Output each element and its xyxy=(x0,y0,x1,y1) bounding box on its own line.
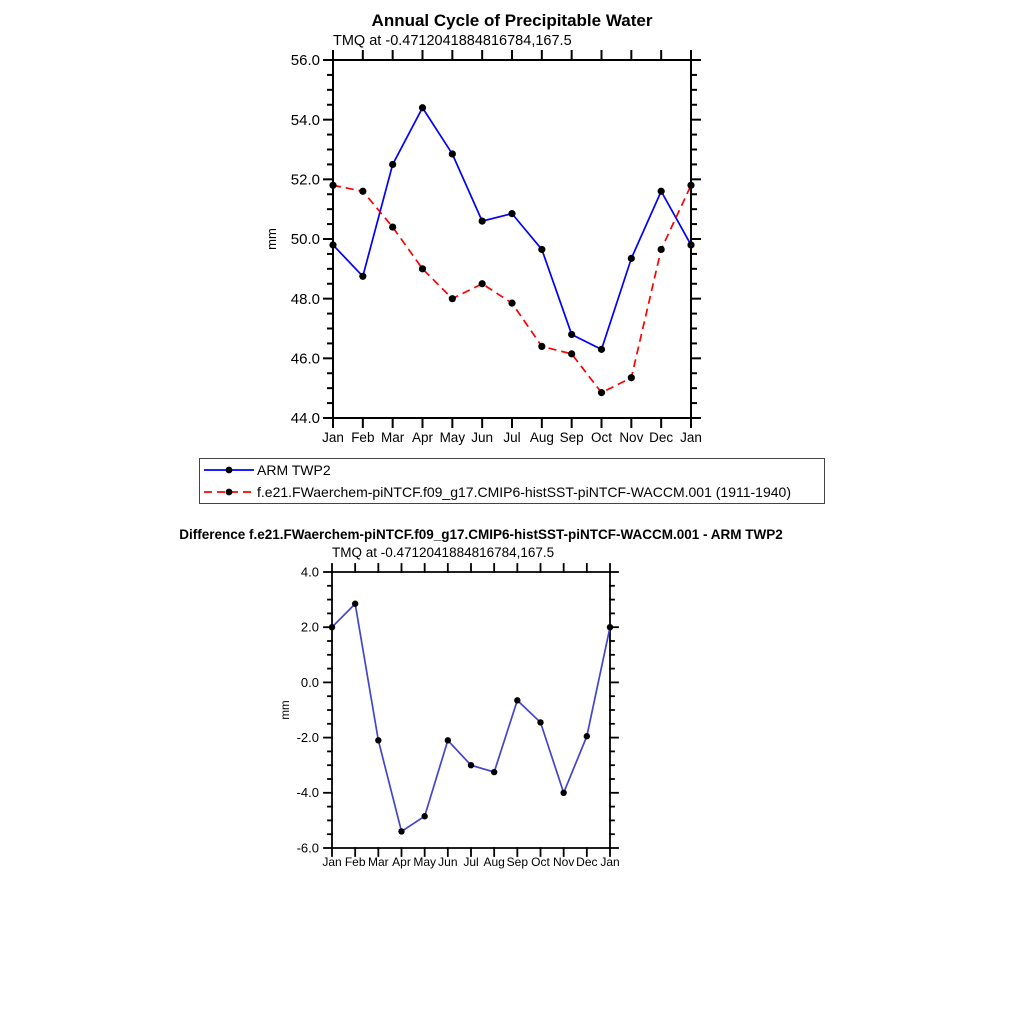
data-point-marker xyxy=(628,374,635,381)
x-tick-label: Feb xyxy=(351,430,375,445)
data-point-marker xyxy=(598,389,605,396)
x-tick-label: May xyxy=(439,430,466,445)
y-tick-label: 48.0 xyxy=(290,290,320,308)
model-line-sample-icon xyxy=(204,487,254,497)
x-tick-label: Nov xyxy=(552,855,575,869)
top-chart-title: Annual Cycle of Precipitable Water xyxy=(371,11,653,30)
data-point-marker xyxy=(687,182,694,189)
x-tick-label: Sep xyxy=(506,855,529,869)
data-point-marker xyxy=(329,182,336,189)
difference-chart xyxy=(280,564,620,869)
data-point-marker xyxy=(445,737,451,743)
x-tick-label: Jun xyxy=(471,430,494,445)
x-tick-label: Jan xyxy=(322,430,344,445)
legend-label-obs: ARM TWP2 xyxy=(257,462,331,478)
data-point-marker xyxy=(389,223,396,230)
data-point-marker xyxy=(479,218,486,225)
data-point-marker xyxy=(508,210,515,217)
y-tick-label: -6.0 xyxy=(296,840,319,856)
y-tick-label: -4.0 xyxy=(296,785,319,801)
y-tick-label: 2.0 xyxy=(300,619,319,635)
data-point-marker xyxy=(359,273,366,280)
y-axis-label: mm xyxy=(264,228,279,250)
x-tick-label: Jul xyxy=(463,855,479,869)
data-point-marker xyxy=(537,719,543,725)
y-tick-label: 54.0 xyxy=(290,111,320,129)
x-tick-label: Apr xyxy=(392,855,411,869)
difference-chart-title: Difference f.e21.FWaerchem-piNTCF.f09_g17.CMIP6-histSST-piNTCF-WACCM.001 - ARM TWP2 xyxy=(179,527,783,542)
y-tick-label: 52.0 xyxy=(290,171,320,189)
data-point-marker xyxy=(538,246,545,253)
data-point-marker xyxy=(389,161,396,168)
data-point-marker xyxy=(329,624,335,630)
x-tick-label: Oct xyxy=(590,430,613,445)
y-tick-label: 56.0 xyxy=(290,52,320,70)
data-point-marker xyxy=(479,280,486,287)
x-tick-label: Jul xyxy=(503,430,521,445)
data-point-marker xyxy=(491,769,497,775)
x-tick-label: Aug xyxy=(483,855,505,869)
data-point-marker xyxy=(514,697,520,703)
data-point-marker xyxy=(658,246,665,253)
legend-item-obs xyxy=(200,459,824,481)
data-point-marker xyxy=(375,737,381,743)
data-point-marker xyxy=(658,188,665,195)
x-tick-label: Feb xyxy=(344,855,366,869)
y-axis-label: mm xyxy=(280,700,292,720)
x-tick-label: Dec xyxy=(649,430,674,445)
x-tick-label: Jan xyxy=(680,430,702,445)
y-tick-label: 0.0 xyxy=(300,674,319,690)
x-tick-label: Apr xyxy=(411,430,434,445)
legend-label-model: f.e21.FWaerchem-piNTCF.f09_g17.CMIP6-histSST-piNTCF-WACCM.001 (1911-1940) xyxy=(257,484,791,500)
data-point-marker xyxy=(584,733,590,739)
x-tick-label: Aug xyxy=(529,430,554,445)
data-point-marker xyxy=(628,255,635,262)
x-tick-label: Mar xyxy=(381,430,405,445)
y-tick-label: 50.0 xyxy=(290,231,320,249)
y-tick-label: 46.0 xyxy=(290,350,320,368)
difference-chart-subtitle: TMQ at -0.4712041884816784,167.5 xyxy=(332,545,555,560)
legend-item-model xyxy=(200,481,824,503)
data-point-marker xyxy=(598,346,605,353)
annual-cycle-chart xyxy=(264,51,702,445)
data-point-marker xyxy=(560,790,566,796)
series-line xyxy=(333,108,691,350)
data-point-marker xyxy=(421,813,427,819)
data-point-marker xyxy=(352,601,358,607)
x-tick-label: Nov xyxy=(619,430,644,445)
data-point-marker xyxy=(449,295,456,302)
data-point-marker xyxy=(419,265,426,272)
x-tick-label: Dec xyxy=(576,855,598,869)
data-point-marker xyxy=(359,188,366,195)
top-chart-subtitle: TMQ at -0.4712041884816784,167.5 xyxy=(333,33,572,49)
data-point-marker xyxy=(398,828,404,834)
y-tick-label: 44.0 xyxy=(290,410,320,428)
x-tick-label: Mar xyxy=(367,855,389,869)
data-point-marker xyxy=(538,343,545,350)
x-tick-label: Jun xyxy=(438,855,458,869)
data-point-marker xyxy=(449,150,456,157)
x-tick-label: Jan xyxy=(322,855,342,869)
x-tick-label: Oct xyxy=(531,855,550,869)
data-point-marker xyxy=(687,241,694,248)
x-tick-label: May xyxy=(413,855,437,869)
data-point-marker xyxy=(419,104,426,111)
data-point-marker xyxy=(568,331,575,338)
y-tick-label: 4.0 xyxy=(300,564,319,580)
data-point-marker xyxy=(468,762,474,768)
data-point-marker xyxy=(508,300,515,307)
data-point-marker xyxy=(568,350,575,357)
y-tick-label: -2.0 xyxy=(296,730,319,746)
data-point-marker xyxy=(607,624,613,630)
legend-box xyxy=(199,458,825,504)
obs-line-sample-icon xyxy=(204,465,254,475)
data-point-marker xyxy=(329,241,336,248)
series-line xyxy=(332,604,610,832)
x-tick-label: Jan xyxy=(600,855,620,869)
x-tick-label: Sep xyxy=(559,430,584,445)
